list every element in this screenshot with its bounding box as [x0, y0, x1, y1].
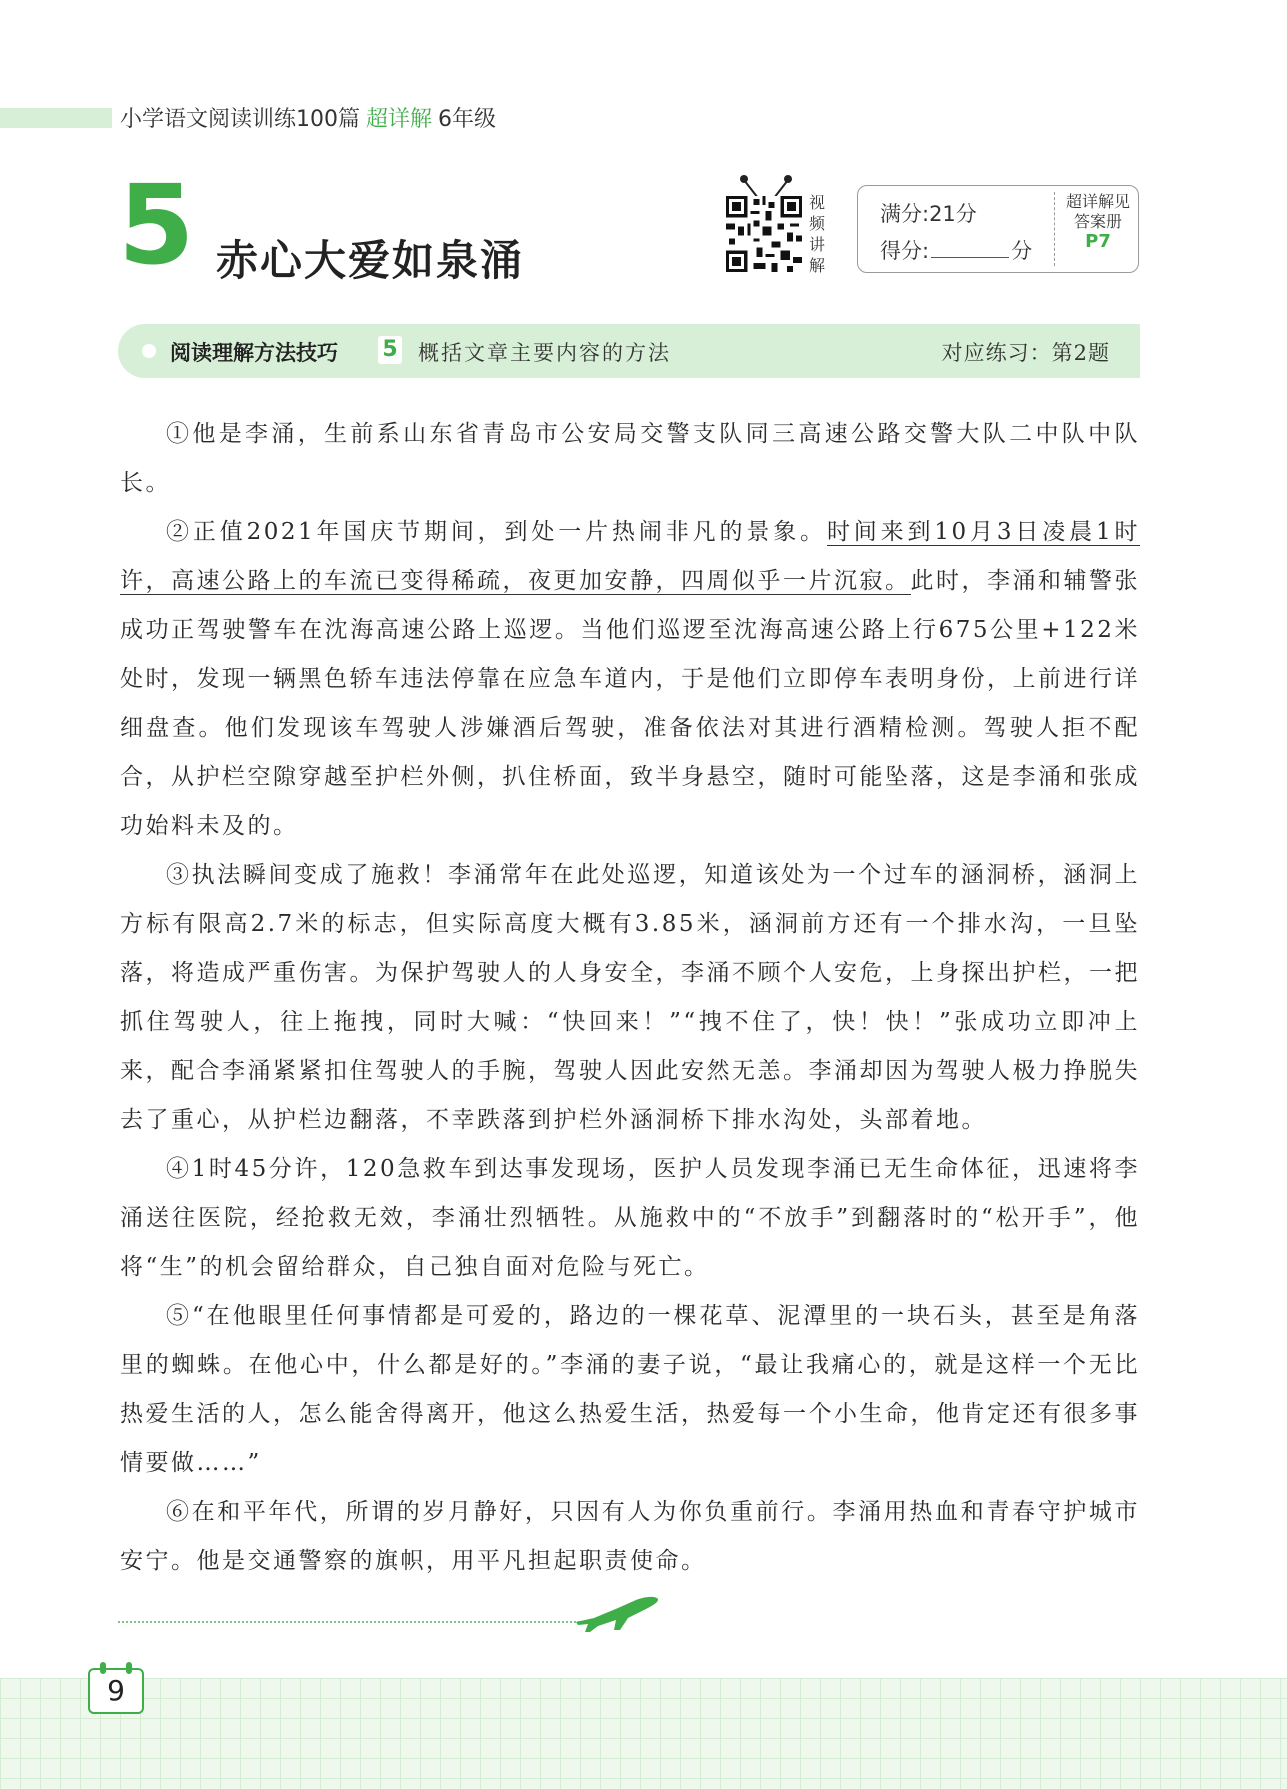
paragraph-5: ⑤“在他眼里任何事情都是可爱的，路边的一棵花草、泥潭里的一块石头，甚至是角落里的蜘蛛。在他心中，什么都是好的。”李涌的妻子说，“最让我痛心的，就是这样一个无比热爱生活的人，怎么能舍得离开，他这么热爱生活，热爱每一个小生命，他肯定还有很多事情要做……”	[120, 1303, 1140, 1476]
book-title: 小学语文阅读训练100篇	[120, 107, 360, 132]
article-body	[120, 410, 1140, 1586]
video-lecture-label: 视 频 讲 解	[808, 193, 825, 275]
paragraph-1: ①他是李涌，生前系山东省青岛市公安局交警支队同三高速公路交警大队二中队中队长。	[120, 421, 1140, 496]
score-unit: 分	[1011, 239, 1033, 263]
method-number: 5	[378, 336, 402, 364]
score-blank[interactable]	[931, 239, 1009, 258]
answer-page: P7	[1085, 231, 1111, 252]
running-header	[120, 102, 496, 133]
method-practice: 对应练习：第2题	[941, 341, 1110, 365]
score-divider	[1054, 192, 1055, 266]
calendar-ring-icon	[126, 1662, 132, 1674]
footer-grid	[0, 1678, 1287, 1789]
method-label: 阅读理解方法技巧	[170, 341, 338, 365]
paragraph-2: ②正值2021年国庆节期间，到处一片热闹非凡的景象。时间来到10月3日凌晨1时许，高速公路上的车流已变得稀疏，夜更加安静，四周似乎一片沉寂。此时，李涌和辅警张成功正驾驶警车在沈海高速公路上巡逻。当他们巡逻至沈海高速公路上行675公里+122米处时，发现一辆黑色轿车违法停靠在应急车道内，于是他们立即停车表明身份，上前进行详细盘查。他们发现该车驾驶人涉嫌酒后驾驶，准备依法对其进行酒精检测。驾驶人拒不配合，从护栏空隙穿越至护栏外侧，扒住桥面，致半身悬空，随时可能坠落，这是李涌和张成功始料未及的。	[120, 519, 1140, 839]
underlined-sentence: 时间来到10月3日凌晨1时许，高速公路上的车流已变得稀疏，夜更加安静，四周似乎一片沉寂。	[120, 519, 1140, 594]
method-bar	[118, 324, 1140, 378]
bullet-icon	[142, 344, 156, 358]
paragraph-3: ③执法瞬间变成了施救！李涌常年在此处巡逻，知道该处为一个过车的涵洞桥，涵洞上方标有限高2.7米的标志，但实际高度大概有3.85米，涵洞前方还有一个排水沟，一旦坠落，将造成严重伤害。为保护驾驶人的人身安全，李涌不顾个人安危，上身探出护栏，一把抓住驾驶人，往上拖拽，同时大喊：“快回来！”“拽不住了，快！快！”张成功立即冲上来，配合李涌紧紧扣住驾驶人的手腕，驾驶人因此安然无恙。李涌却因为驾驶人极力挣脱失去了重心，从护栏边翻落，不幸跌落到护栏外涵洞桥下排水沟处，头部着地。	[120, 862, 1140, 1133]
method-description: 概括文章主要内容的方法	[418, 341, 671, 365]
score-field[interactable]	[880, 235, 1032, 265]
answer-note: 超详解见 答案册 P7	[1058, 192, 1138, 252]
calendar-ring-icon	[100, 1662, 106, 1674]
score-label: 得分:	[880, 239, 930, 263]
header-band	[0, 108, 112, 128]
page-number: 9	[88, 1668, 144, 1714]
book-accent: 超详解	[366, 107, 433, 132]
qr-code-icon[interactable]	[726, 196, 802, 272]
grade-label: 6年级	[438, 107, 497, 132]
paragraph-4: ④1时45分许，120急救车到达事发现场，医护人员发现李涌已无生命体征，迅速将李涌送往医院，经抢救无效，李涌壮烈牺牲。从施救中的“不放手”到翻落时的“松开手”，他将“生”的机会留给群众，自己独自面对危险与死亡。	[120, 1156, 1140, 1280]
dotted-divider	[118, 1621, 588, 1623]
airplane-icon	[574, 1592, 660, 1634]
paragraph-6: ⑥在和平年代，所谓的岁月静好，只因有人为你负重前行。李涌用热血和青春守护城市安宁。他是交通警察的旗帜，用平凡担起职责使命。	[120, 1499, 1140, 1574]
lesson-title: 赤心大爱如泉涌	[216, 236, 525, 285]
full-score: 满分:21分	[880, 202, 977, 226]
score-box	[857, 185, 1139, 273]
lesson-number: 5	[118, 161, 195, 289]
